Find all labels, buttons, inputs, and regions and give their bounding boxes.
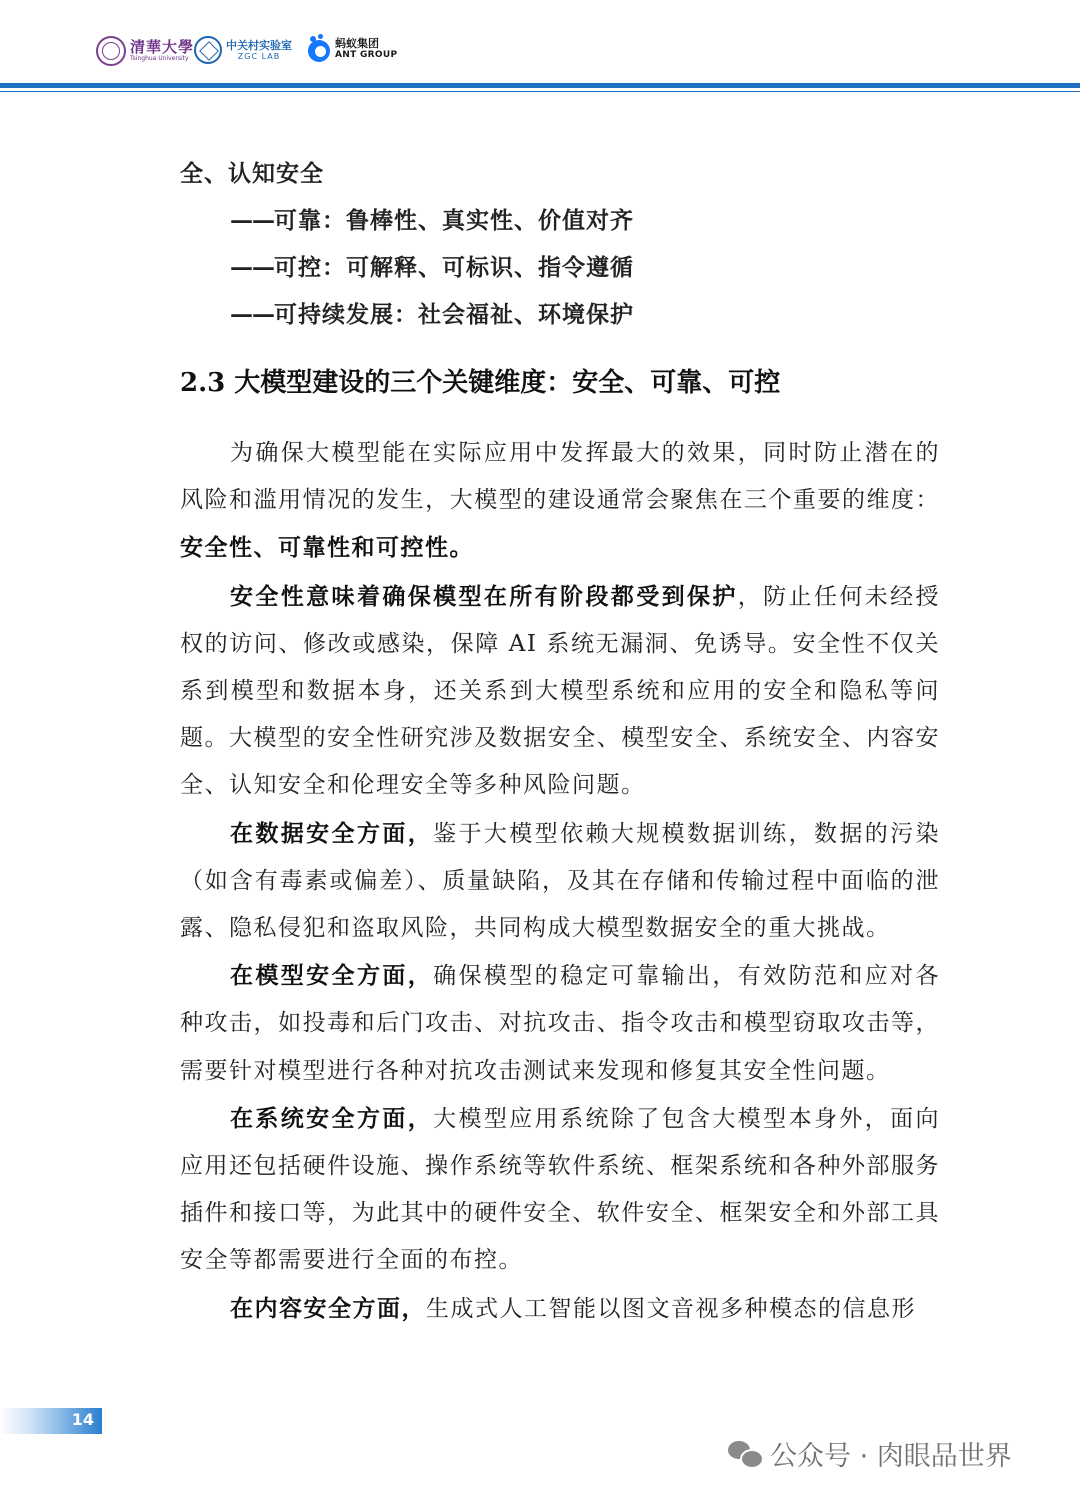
paragraph-model-security bbox=[180, 952, 940, 1095]
paragraph-text: 鉴于大模型依赖大规模数据训练，数据的污染（如含有毒素或偏差）、质量缺陷，及其在存储和传输过程中面临的泄露、隐私侵犯和盗取风险，共同构成大模型数据安全的重大挑战。 bbox=[180, 820, 941, 942]
ant-name-en: ANT GROUP bbox=[335, 50, 398, 60]
paragraph-lead: 在模型安全方面， bbox=[230, 962, 434, 990]
list-item bbox=[180, 244, 940, 291]
zgc-name-cn: 中关村实验室 bbox=[226, 38, 292, 52]
paragraph-text: 生成式人工智能以图文音视多种模态的信息形 bbox=[426, 1295, 916, 1322]
list-item bbox=[180, 291, 940, 338]
tsinghua-name-cn: 清華大學 bbox=[130, 38, 195, 56]
page-number: 14 bbox=[71, 1410, 94, 1429]
paragraph-tail: 安全性、可靠性和可控性。 bbox=[180, 534, 474, 562]
paragraph-text: 确保模型的稳定可靠输出，有效防范和应对各种攻击，如投毒和后门攻击、对抗攻击、指令攻击和模型窃取攻击等，需要针对模型进行各种对抗攻击测试来发现和修复其安全性问题。 bbox=[180, 963, 941, 1084]
tsinghua-seal-icon bbox=[96, 36, 126, 66]
tsinghua-name-en: Tsinghua University bbox=[130, 55, 189, 62]
header-rule-thick bbox=[0, 83, 1080, 88]
continued-line: 全、认知安全 bbox=[180, 160, 324, 187]
paragraph-lead: 安全性意味着确保模型在所有阶段都受到保护 bbox=[230, 582, 738, 610]
wechat-watermark bbox=[728, 1434, 1012, 1473]
list-text: 可控：可解释、可标识、指令遵循 bbox=[274, 254, 634, 281]
paragraph-lead: 在内容安全方面， bbox=[230, 1294, 426, 1322]
header-rule-thin bbox=[0, 91, 1080, 92]
paragraph-text: 大模型应用系统除了包含大模型本身外，面向应用还包括硬件设施、操作系统等软件系统、框架系统和各种外部服务插件和接口等，为此其中的硬件安全、软件安全、框架安全和外部工具安全等都需要进行全面的布控。 bbox=[180, 1105, 941, 1274]
paragraph-text: 为确保大模型能在实际应用中发挥最大的效果，同时防止潜在的风险和滥用情况的发生，大模型的建设通常会聚焦在三个重要的维度： bbox=[180, 440, 940, 514]
zgc-name-en: ZGC LAB bbox=[237, 51, 281, 61]
paragraph-text: ，防止任何未经授权的访问、修改或感染，保障 AI 系统无漏洞、免诱导。安全性不仅关系到模型和数据本身，还关系到大模型系统和应用的安全和隐私等问题。大模型的安全性研究涉及数据安全、模型安全、系统安全、内容安全、认知安全和伦理安全等多种风险问题。 bbox=[180, 583, 941, 799]
paragraph-data-security bbox=[180, 810, 940, 953]
ant-group-mark-icon bbox=[306, 36, 332, 62]
watermark-text: 公众号 · 肉眼品世界 bbox=[770, 1441, 1012, 1472]
section-heading: 2.3 大模型建设的三个关键维度：安全、可靠、可控 bbox=[180, 368, 781, 398]
ant-name-cn: 蚂蚁集团 bbox=[335, 37, 379, 50]
page-header bbox=[0, 0, 1080, 96]
paragraph-intro bbox=[180, 429, 940, 573]
paragraph-lead: 在系统安全方面， bbox=[230, 1104, 434, 1132]
zgc-lab-emblem-icon bbox=[194, 36, 222, 64]
paragraph-lead: 在数据安全方面， bbox=[230, 819, 434, 847]
paragraph-content-security bbox=[180, 1285, 940, 1333]
ant-group-logo bbox=[306, 36, 397, 62]
list-dash: —— bbox=[230, 301, 274, 328]
list-dash: —— bbox=[230, 254, 274, 281]
list-dash: —— bbox=[230, 207, 274, 234]
list-text: 可持续发展：社会福祉、环境保护 bbox=[274, 301, 634, 328]
zgc-lab-logo bbox=[194, 36, 292, 64]
page-body bbox=[180, 150, 940, 1333]
paragraph-security bbox=[180, 573, 940, 810]
paragraph-system-security bbox=[180, 1095, 940, 1285]
wechat-icon bbox=[728, 1439, 762, 1469]
tsinghua-logo bbox=[96, 36, 194, 66]
list-item bbox=[180, 197, 940, 244]
page-number-tab bbox=[0, 1408, 102, 1434]
list-text: 可靠：鲁棒性、真实性、价值对齐 bbox=[274, 207, 634, 234]
